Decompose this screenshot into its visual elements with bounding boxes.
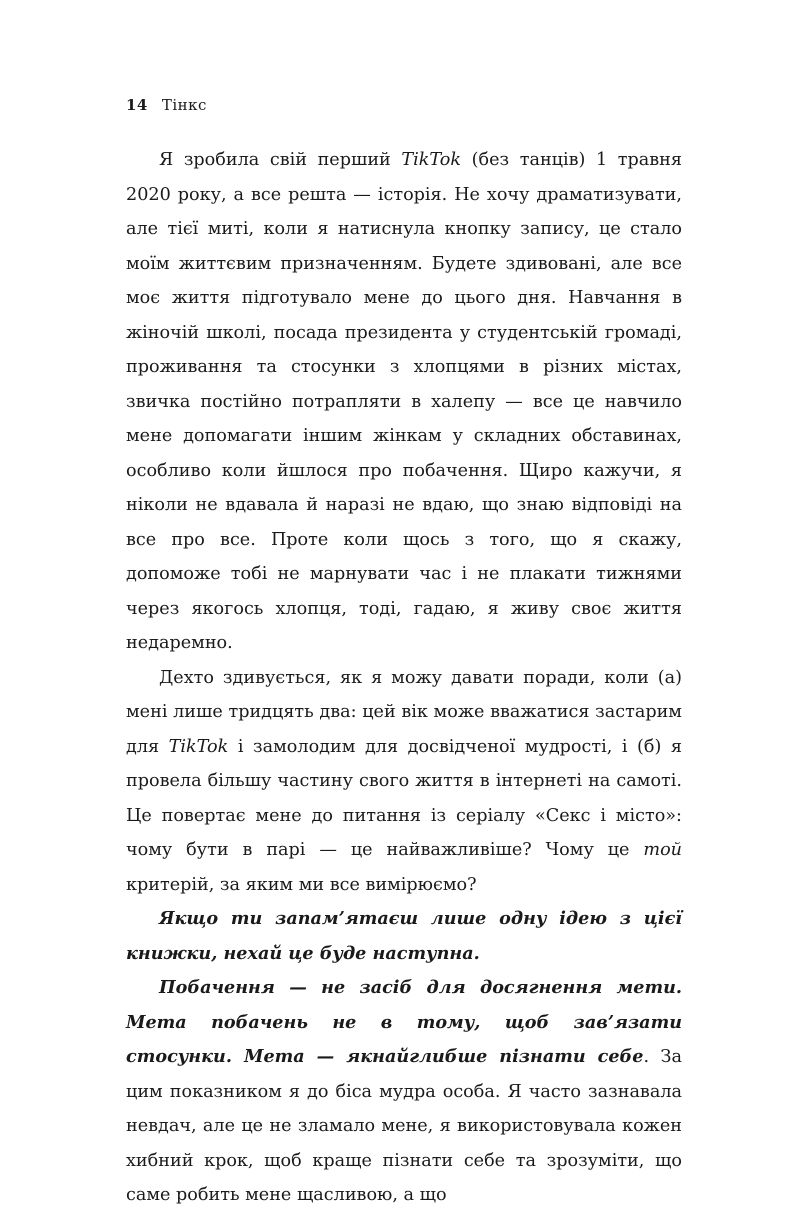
paragraph-2-text-c: і замолодим для досвідченої мудрості, і (б) я провела більшу частину свого життя в інтернеті на самоті. Це повертає мене до питання із серіалу «Секс і місто»: чому бути в парі — це найважливіше? Чому це bbox=[126, 736, 682, 860]
paragraph-3-key-idea: Якщо ти запам’ятаєш лише одну ідею з цієї книжки, нехай це буде наступна. bbox=[126, 908, 682, 964]
paragraph-2 bbox=[126, 661, 682, 903]
paragraph-2-text-e: критерій, за яким ми все вимірюємо? bbox=[126, 874, 477, 895]
tiktok-italic: TikTok bbox=[168, 736, 229, 757]
page-number: 14 bbox=[126, 96, 148, 114]
paragraph-2-text-a: Дехто здивується, як я можу давати поради, коли (а) мені лише тридцять два: цей вік може вважатися застарим для bbox=[126, 667, 682, 757]
tiktok-italic: TikTok bbox=[401, 150, 462, 170]
paragraph-4 bbox=[126, 971, 682, 1213]
running-header bbox=[126, 96, 207, 114]
paragraph-4-bold-italic: Побачення — не засіб для досягнення мети. Мета побачень не в тому, щоб зав’язати стосунки. Мета — якнайглибше пізнати себе bbox=[126, 977, 682, 1067]
paragraph-1-text-a: Я зробила свій перший bbox=[159, 150, 402, 170]
running-title: Тінкс bbox=[161, 96, 207, 114]
emphasis-italic: той bbox=[643, 840, 682, 860]
paragraph-4-text-b: . За цим показником я до біса мудра особа. Я часто зазнавала невдач, але це не зламало мене, я використовувала кожен хибний крок, щоб краще пізнати себе та зрозуміти, що саме робить мене щасливою, а що bbox=[126, 1047, 682, 1205]
body-text bbox=[126, 143, 682, 1213]
paragraph-1-text-c: (без танців) 1 травня 2020 року, а все решта — історія. Не хочу драматизувати, але тієї миті, коли я натиснула кнопку запису, це стало моїм життєвим призначенням. Будете здивовані, але все моє життя підготувало мене до цього дня. Навчання в жіночій школі, посада президента у студентській громаді, проживання та стосунки з хлопцями в різних містах, звичка постійно потрапляти в халепу — все це навчило мене допомагати іншим жінкам у складних обставинах, особливо коли йшлося про побачення. Щиро кажучи, я ніколи не вдавала й наразі не вдаю, що знаю відповіді на все про все. Проте коли щось з того, що я скажу, допоможе тобі не марнувати час і не плакати тижнями через якогось хлопця, тоді, гадаю, я живу своє життя недаремно. bbox=[126, 150, 682, 653]
paragraph-1 bbox=[126, 143, 682, 661]
